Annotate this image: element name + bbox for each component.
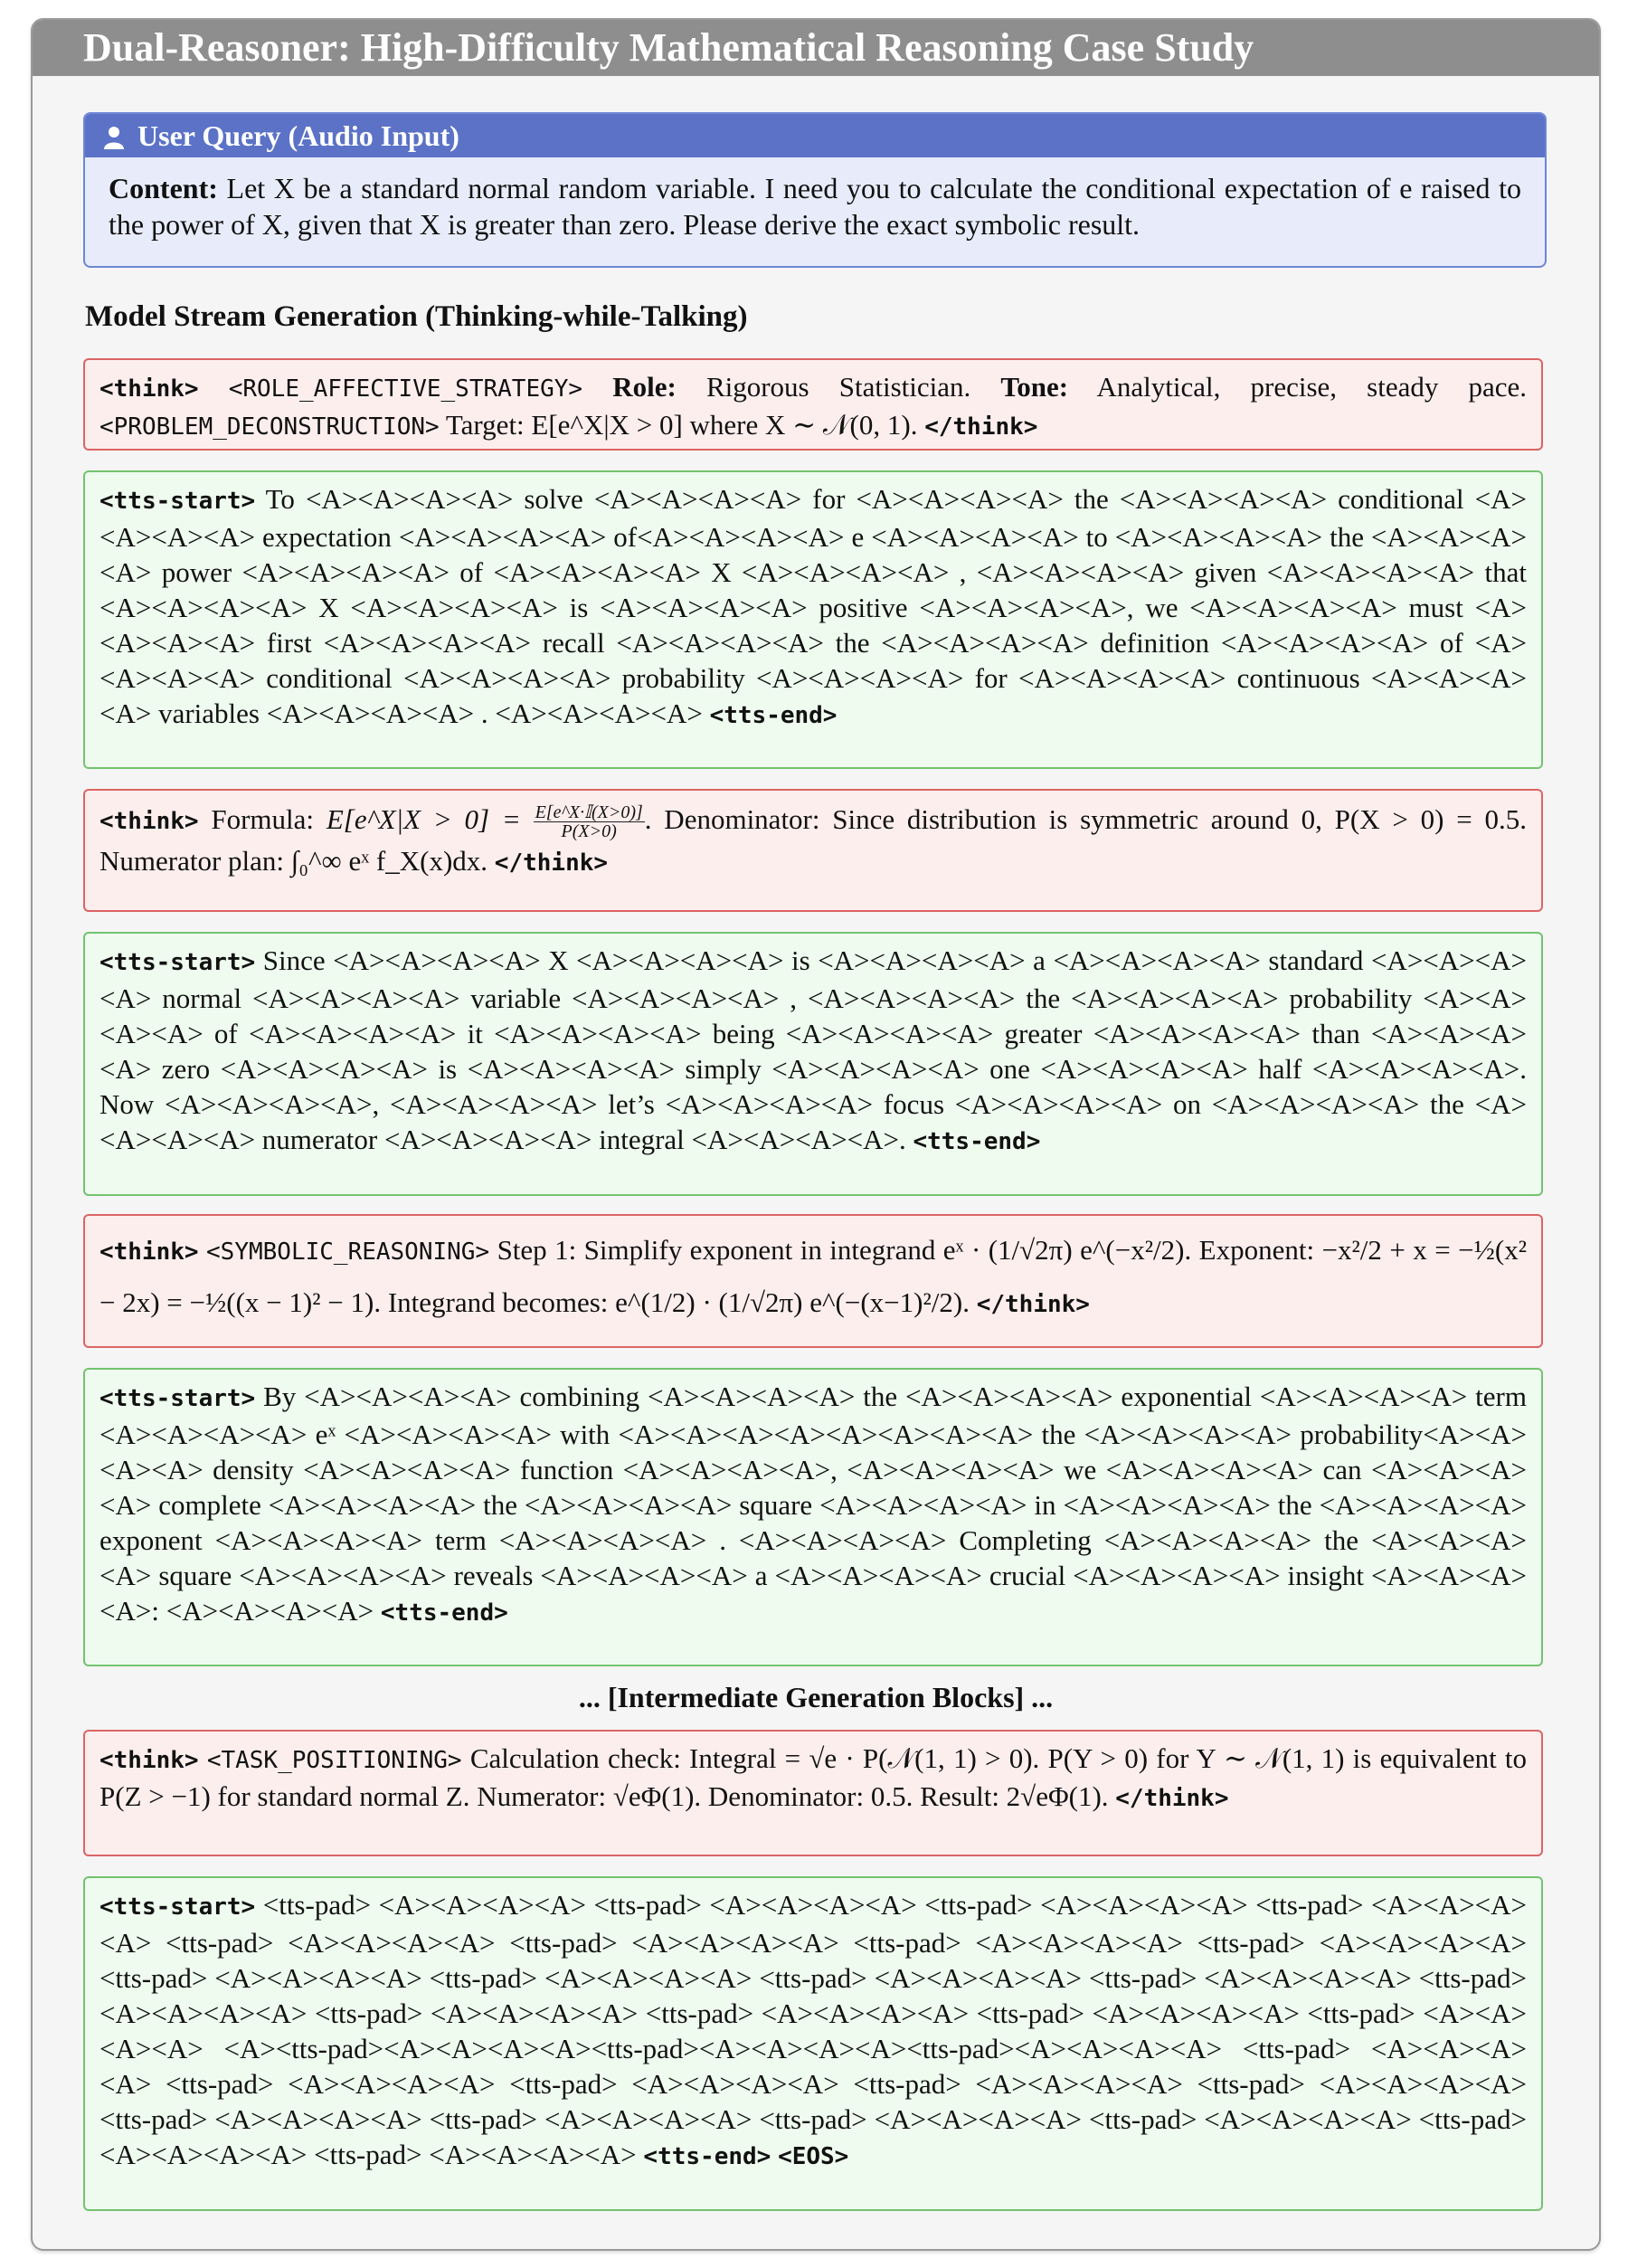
tts-start-tag: <tts-start> xyxy=(99,1385,256,1412)
think-close-tag: </think> xyxy=(976,1291,1090,1318)
deconstruction-tag: <PROBLEM_DECONSTRUCTION> xyxy=(99,413,440,441)
think-block-3 xyxy=(83,1214,1543,1348)
tts-block-1 xyxy=(83,470,1543,769)
query-text: Let X be a standard normal random variable. I need you to calculate the conditional expectation of e raised to the power of X, given that X is greater than zero. Please derive the exact symbolic result. xyxy=(109,172,1522,241)
formula-label: Formula: xyxy=(211,803,315,835)
think-close-tag: </think> xyxy=(924,413,1038,441)
reasoning-line-1: Step 1: Simplify exponent in integrand eˣ · (1/√2π) e^(−x²/2). Exponent: −x²/2 + x = xyxy=(497,1234,1451,1266)
tts-start-tag: <tts-start> xyxy=(99,1893,256,1921)
user-query-header xyxy=(85,114,1545,157)
tts-pad-text: <tts-pad> <A><A><A><A> <tts-pad> <A><A><A><A> <tts-pad> <A><A><A><A> <tts-pad> <A><A><A><A> <tts-pad> <A><A><A><A> <tts-pad> <A><A><A><A> <tts-pad> <A><A><A><A> <tts-pad> <A><A><A><A> <tts-pad> <A><A><A><A> <tts-pad> <A><A><A><A> <tts-pad> <A><A><A><A> <tts-pad> <A><A><A><A> <tts-pad> <A><A><A><A> <tts-pad> <A><A><A><A> <tts-pad> <A><A><A><A> <tts-pad> <A><A><A><A> <tts-pad> <A><A><A><A> <A><tts-pad><A><A><A><A><tts-pad><A><A><A><A><tts-pad><A><A><A><A> <tts-pad> <A><A><A><A> <tts-pad> <A><A><A><A> <tts-pad> <A><A><A><A> <tts-pad> <A><A><A><A> <tts-pad> <A><A><A><A> <tts-pad> <A><A><A><A> <tts-pad> <A><A><A><A> <tts-pad> <A><A><A><A> <tts-pad> <A><A><A><A> <tts-pad> <A><A><A><A> <tts-pad> <A><A><A><A> xyxy=(99,1889,1528,2170)
calculation-text: Calculation check: Integral = √e · P(𝒩(1, 1) > 0). P(Y > 0) for Y ∼ 𝒩(1, 1) is equivalent to P(Z > −1) for standard normal Z. Numerator: √eΦ(1). Denominator: 0.5. Result: 2√eΦ(1). xyxy=(99,1742,1528,1812)
think-open-tag: <think> xyxy=(99,375,199,403)
tts-text: To <A><A><A><A> solve <A><A><A><A> for <A><A><A><A> the <A><A><A><A> conditional <A><A><A><A> expectation <A><A><A><A> of<A><A><A><A> e <A><A><A><A> to <A><A><A><A> the <A><A><A><A> power <A><A><A><A> of <A><A><A><A> X <A><A><A><A> , <A><A><A><A> given <A><A><A><A> that <A><A><A><A> X <A><A><A><A> is <A><A><A><A> positive <A><A><A><A>, we <A><A><A><A> must <A><A><A><A> first <A><A><A><A> recall <A><A><A><A> the <A><A><A><A> definition <A><A><A><A> of <A><A><A><A> conditional <A><A><A><A> probability <A><A><A><A> for <A><A><A><A> continuous <A><A><A><A> variables <A><A><A><A> . <A><A><A><A> xyxy=(99,483,1527,729)
think-block-2 xyxy=(83,789,1543,912)
tts-block-3 xyxy=(83,1368,1543,1666)
eos-tag: <EOS> xyxy=(778,2143,849,2170)
role-value: Rigorous Statistician. xyxy=(705,371,971,403)
tts-text: By <A><A><A><A> combining <A><A><A><A> the <A><A><A><A> exponential <A><A><A><A> term <A><A><A><A> eˣ <A><A><A><A> with <A><A><A><A><A><A><A><A> the <A><A><A><A> probability<A><A><A><A> density <A><A><A><A> function <A><A><A><A>, <A><A><A><A> we <A><A><A><A> can <A><A><A><A> complete <A><A><A><A> the <A><A><A><A> square <A><A><A><A> in <A><A><A><A> the <A><A><A><A> exponent <A><A><A><A> term <A><A><A><A> . <A><A><A><A> Completing <A><A><A><A> the <A><A><A><A> square <A><A><A><A> reveals <A><A><A><A> a <A><A><A><A> crucial <A><A><A><A> insight <A><A><A><A>: <A><A><A><A> xyxy=(99,1381,1527,1627)
role-label: Role: xyxy=(612,371,677,403)
user-query-content xyxy=(85,157,1545,255)
tone-value: Analytical, precise, steady pace. xyxy=(1096,371,1528,403)
think-block-4 xyxy=(83,1730,1543,1856)
probability-text: P(X > 0) = 0.5. Numerator plan: ∫₀^∞ eˣ f_X(x)dx. xyxy=(99,803,1527,877)
user-icon xyxy=(103,126,125,149)
symbolic-reasoning-tag: <SYMBOLIC_REASONING> xyxy=(206,1238,490,1266)
think-block-1 xyxy=(83,358,1543,451)
formula-fraction xyxy=(534,803,645,840)
user-query-title: User Query (Audio Input) xyxy=(137,119,459,152)
page-title: Dual-Reasoner: High-Difficulty Mathematical Reasoning Case Study xyxy=(33,20,1599,76)
tts-end-tag: <tts-end> xyxy=(913,1128,1041,1155)
fraction-denominator: P(X>0) xyxy=(561,821,617,842)
tts-end-tag: <tts-end> xyxy=(709,702,838,729)
user-query-box xyxy=(83,112,1547,268)
think-open-tag: <think> xyxy=(99,1238,199,1266)
think-open-tag: <think> xyxy=(99,808,199,835)
tts-block-4 xyxy=(83,1876,1543,2211)
formula-lhs: E[e^X|X > 0] = xyxy=(326,803,521,835)
target-text: Target: E[e^X|X > 0] where X ∼ 𝒩(0, 1). xyxy=(445,409,918,441)
tts-end-tag: <tts-end> xyxy=(380,1599,508,1627)
case-study-panel xyxy=(31,18,1601,2251)
tts-start-tag: <tts-start> xyxy=(99,488,256,515)
reasoning-line-2: −½(x² − 2x) = −½((x − 1)² − 1). Integrand becomes: e^(1/2) · (1/√2π) e^(−(x−1)²/2). xyxy=(99,1234,1528,1318)
think-close-tag: </think> xyxy=(494,849,609,877)
tts-start-tag: <tts-start> xyxy=(99,949,256,976)
task-positioning-tag: <TASK_POSITIONING> xyxy=(206,1747,462,1774)
tts-text: Since <A><A><A><A> X <A><A><A><A> is <A><A><A><A> a <A><A><A><A> standard <A><A><A><A> normal <A><A><A><A> variable <A><A><A><A> , <A><A><A><A> the <A><A><A><A> probability <A><A><A><A> of <A><A><A><A> it <A><A><A><A> being <A><A><A><A> greater <A><A><A><A> than <A><A><A><A> zero <A><A><A><A> is <A><A><A><A> simply <A><A><A><A> one <A><A><A><A> half <A><A><A><A>. Now <A><A><A><A>, <A><A><A><A> let’s <A><A><A><A> focus <A><A><A><A> on <A><A><A><A> the <A><A><A><A> numerator <A><A><A><A> integral <A><A><A><A>. xyxy=(99,944,1528,1155)
tts-block-2 xyxy=(83,932,1543,1196)
tts-end-tag: <tts-end> xyxy=(643,2143,771,2170)
intermediate-blocks-label: ... [Intermediate Generation Blocks] ... xyxy=(578,1681,1054,1713)
strategy-tag: <ROLE_AFFECTIVE_STRATEGY> xyxy=(228,375,583,403)
denominator-text: . Denominator: Since distribution is symmetric around 0, xyxy=(644,803,1322,835)
think-open-tag: <think> xyxy=(99,1747,199,1774)
section-title: Model Stream Generation (Thinking-while-Talking) xyxy=(85,300,748,333)
tone-label: Tone: xyxy=(1000,371,1069,403)
content-label: Content: xyxy=(109,172,218,204)
fraction-numerator: E[e^X·𝕀(X>0)] xyxy=(535,802,643,823)
think-close-tag: </think> xyxy=(1115,1785,1229,1812)
